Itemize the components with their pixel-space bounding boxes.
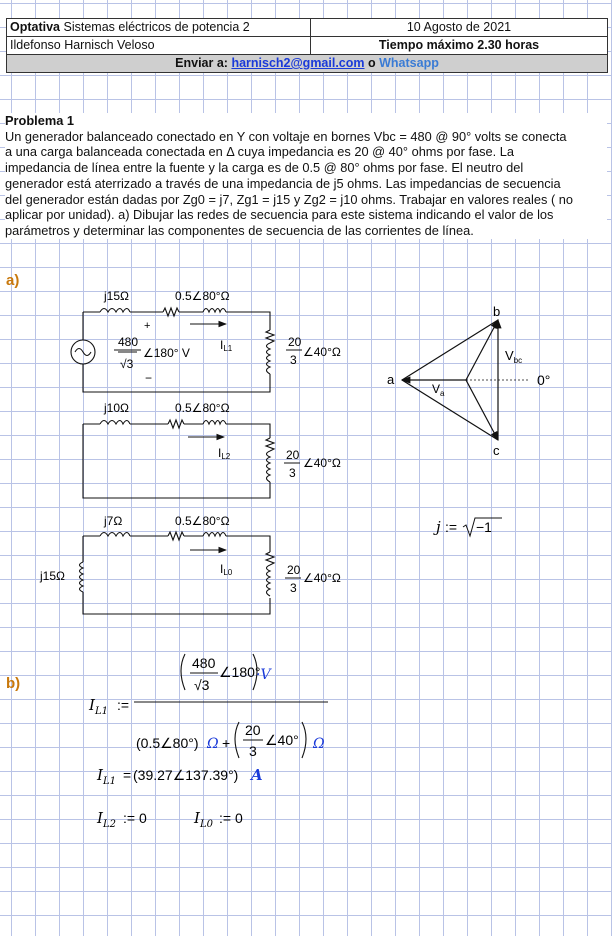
vbc-symbol: V bbox=[505, 348, 514, 363]
result-sub: L1 bbox=[102, 776, 116, 787]
il0-sub: L0 bbox=[199, 819, 213, 830]
va-symbol: V bbox=[432, 382, 441, 396]
zload-positive-angle: ∠40°Ω bbox=[303, 345, 341, 359]
plus-sign: + bbox=[144, 320, 151, 332]
zload-negative-num: 20 bbox=[286, 448, 300, 462]
j-assign: := bbox=[445, 519, 458, 535]
exam-date: 10 Agosto de 2021 bbox=[406, 20, 512, 34]
phasor-b-label: b bbox=[493, 304, 501, 319]
problem-line: generador está aterrizado a través de una impedancia de j5 ohms. Las impedancias de secuencia bbox=[5, 175, 561, 191]
den-unit-1: Ω bbox=[207, 736, 219, 752]
vbc-sub: bc bbox=[513, 356, 523, 365]
inductor-line-positive bbox=[203, 309, 226, 313]
resistor-load-negative bbox=[266, 438, 274, 451]
il2-val: 0 bbox=[139, 810, 147, 826]
problem-line: a una carga balanceada conectada en Δ cuya impedancia es 20 @ 40° ohms por fase. La bbox=[5, 144, 515, 160]
current-l2-sub: L2 bbox=[221, 452, 231, 461]
inductor-zg-zero bbox=[100, 533, 130, 537]
minus-sign: − bbox=[145, 371, 153, 385]
part-b-label: b) bbox=[6, 675, 21, 692]
time-limit: Tiempo máximo 2.30 horas bbox=[378, 38, 540, 52]
author-name: Ildefonso Harnisch Veloso bbox=[7, 37, 311, 54]
send-label: Enviar a: bbox=[175, 56, 228, 70]
negative-sequence-network bbox=[83, 420, 274, 498]
problem-line: del generador están dadas por Zg0 = j7, Zg1 = j15 y Zg2 = j10 ohms. Trabajar en valores reales ( no bbox=[5, 191, 574, 207]
problem-line: Un generador balanceado conectado en Y con voltaje en bornes Vbc = 480 @ 90° volts se conecta bbox=[5, 128, 567, 144]
result-symbol: I bbox=[97, 766, 103, 784]
current-l1-label bbox=[220, 338, 233, 353]
zline-zero-label: 0.5∠80°Ω bbox=[175, 514, 230, 528]
il0-eq: := bbox=[219, 810, 232, 826]
zline-negative-label: 0.5∠80°Ω bbox=[175, 401, 230, 415]
va-sub: a bbox=[440, 389, 445, 398]
result-lhs bbox=[96, 766, 116, 787]
zload-negative-angle: ∠40°Ω bbox=[303, 456, 341, 470]
zero-sequence-network bbox=[80, 532, 275, 614]
j-symbol: j bbox=[436, 518, 441, 536]
il0-val: 0 bbox=[235, 810, 243, 826]
resistor-line-negative bbox=[168, 420, 184, 428]
va-label bbox=[432, 382, 445, 398]
den-20: 20 bbox=[245, 722, 261, 738]
zload-zero-angle: ∠40°Ω bbox=[303, 571, 341, 585]
resistor-load-positive bbox=[266, 330, 274, 343]
resistor-load-zero bbox=[266, 552, 274, 565]
zload-positive-num: 20 bbox=[288, 335, 302, 349]
j-rhs: −1 bbox=[476, 519, 492, 535]
il2-lhs bbox=[96, 809, 116, 830]
phasor-c-label: c bbox=[493, 443, 500, 458]
course-label: Optativa bbox=[10, 20, 61, 34]
den-3: 3 bbox=[249, 743, 257, 759]
zload-negative-den: 3 bbox=[289, 466, 296, 480]
den-unit-2: Ω bbox=[313, 736, 325, 752]
zg-positive-label: j15Ω bbox=[104, 289, 129, 303]
inductor-load-negative bbox=[267, 451, 271, 482]
il0-symbol: I bbox=[194, 809, 200, 827]
course-name: Sistemas eléctricos de potencia 2 bbox=[63, 20, 250, 34]
il2-sub: L2 bbox=[102, 819, 116, 830]
phasor-diagram bbox=[402, 320, 530, 440]
phasor-a-label: a bbox=[387, 372, 395, 387]
current-l0-symbol: I bbox=[220, 562, 224, 576]
result-unit: A bbox=[251, 766, 263, 784]
inductor-zg-positive bbox=[100, 309, 130, 313]
den-plus: + bbox=[222, 735, 231, 751]
current-l0-sub: L0 bbox=[223, 568, 233, 577]
email-link[interactable]: harnisch2@gmail.com bbox=[231, 56, 365, 70]
il1-symbol: I bbox=[89, 696, 95, 714]
zload-zero-num: 20 bbox=[287, 563, 301, 577]
den-angle: ∠40° bbox=[265, 732, 299, 748]
num-480: 480 bbox=[192, 655, 216, 671]
num-sqrt3: √3 bbox=[194, 677, 210, 693]
vbc-label bbox=[505, 348, 522, 365]
inductor-zn-zero bbox=[80, 562, 84, 592]
current-l1-sub: L1 bbox=[223, 344, 233, 353]
inductor-line-negative bbox=[203, 421, 226, 425]
problem-line: parámetros y determinar las componentes de secuencia de las corrientes de línea. bbox=[5, 222, 474, 238]
zload-positive-den: 3 bbox=[290, 353, 297, 367]
current-l1-symbol: I bbox=[220, 338, 224, 352]
il1-sub: L1 bbox=[94, 706, 108, 717]
problem-title: Problema 1 bbox=[5, 113, 74, 128]
den-zline: (0.5∠80°) bbox=[136, 735, 199, 751]
source-angle: ∠180° V bbox=[143, 346, 190, 360]
resistor-line-positive bbox=[163, 308, 179, 316]
il1-lhs bbox=[88, 696, 108, 717]
source-numerator: 480 bbox=[118, 335, 139, 349]
whatsapp-link[interactable]: Whatsapp bbox=[379, 56, 439, 70]
zn-zero-label: j15Ω bbox=[40, 569, 65, 583]
il2-symbol: I bbox=[97, 809, 103, 827]
current-l2-label bbox=[218, 446, 231, 461]
zload-zero-den: 3 bbox=[290, 581, 297, 595]
zg-zero-label: j7Ω bbox=[104, 514, 123, 528]
inductor-zg-negative bbox=[100, 421, 130, 425]
send-or: o bbox=[368, 56, 376, 70]
num-unit: ·V bbox=[256, 667, 271, 683]
result-eq: = bbox=[123, 767, 132, 783]
zline-positive-label: 0.5∠80°Ω bbox=[175, 289, 230, 303]
zero-degree-label: 0° bbox=[537, 372, 551, 388]
il0-lhs bbox=[193, 809, 214, 830]
num-angle: ∠180° bbox=[219, 664, 261, 680]
current-l0-label bbox=[220, 562, 233, 577]
source-denominator: √3 bbox=[120, 357, 134, 371]
result-value: (39.27∠137.39°) bbox=[133, 767, 239, 783]
problem-line: impedancia de línea entre la fuente y la carga es de 0.5 @ 80° ohms por fase. El neutro del bbox=[5, 160, 524, 176]
il1-assign: := bbox=[117, 697, 130, 713]
zg-negative-label: j10Ω bbox=[104, 401, 129, 415]
part-a-label: a) bbox=[6, 272, 20, 289]
problem-line: aplicar por unidad). a) Dibujar las redes de secuencia para este sistema indicando el valor de los bbox=[5, 207, 554, 223]
current-l2-symbol: I bbox=[218, 446, 222, 460]
resistor-line-zero bbox=[168, 532, 184, 540]
inductor-load-positive bbox=[267, 343, 271, 374]
inductor-load-zero bbox=[267, 565, 271, 596]
inductor-line-zero bbox=[203, 533, 226, 537]
il2-eq: := bbox=[123, 810, 136, 826]
